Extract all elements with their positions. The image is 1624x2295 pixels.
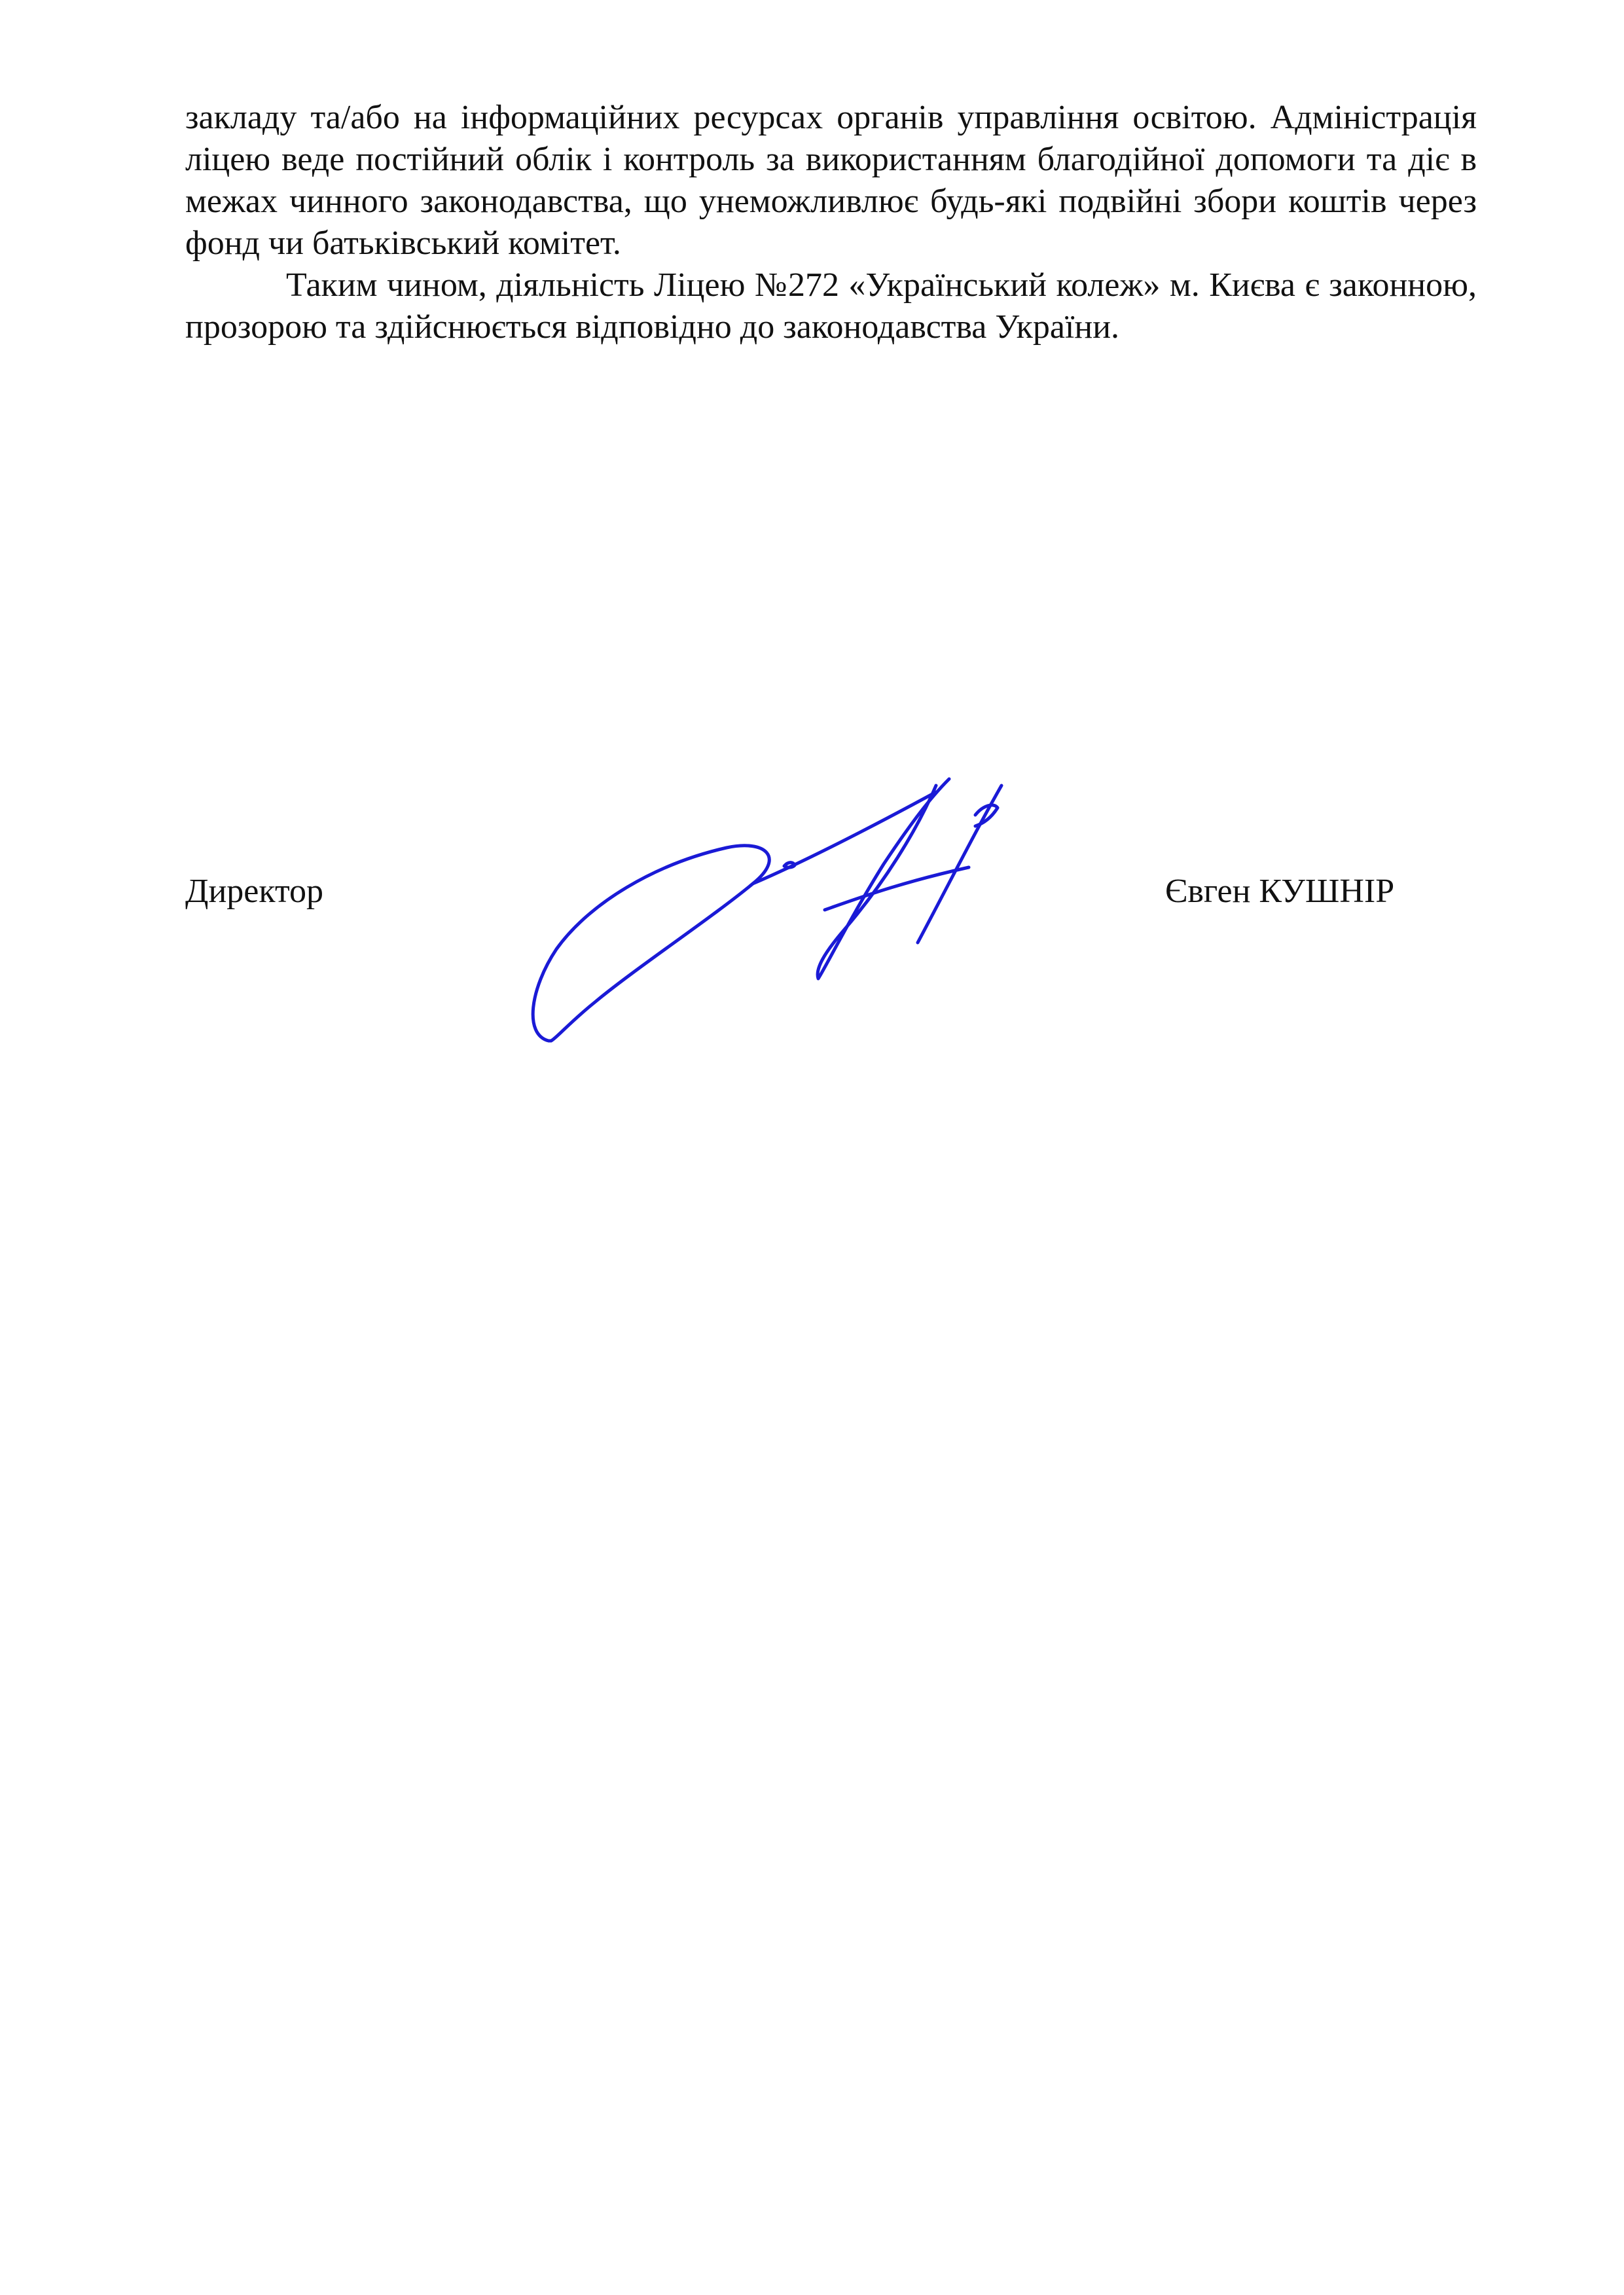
signatory-position: Директор — [185, 873, 323, 910]
document-body — [185, 97, 1477, 348]
handwritten-signature — [517, 753, 1080, 1067]
paragraph-1: закладу та/або на інформаційних ресурсах органів управління освітою. Адміністрація ліцею веде постійний облік і контроль за використанням благодійної допомоги та діє в межах чинного законодавства, що унеможливлює будь-які подвійні збори коштів через фонд чи батьківський комітет. — [185, 99, 1477, 262]
signatory-name: Євген КУШНІР — [1165, 873, 1395, 910]
paragraph-2: Таким чином, діяльність Ліцею №272 «Український колеж» м. Києва є законною, прозорою та здійснюється відповідно до законодавства України. — [185, 266, 1477, 346]
